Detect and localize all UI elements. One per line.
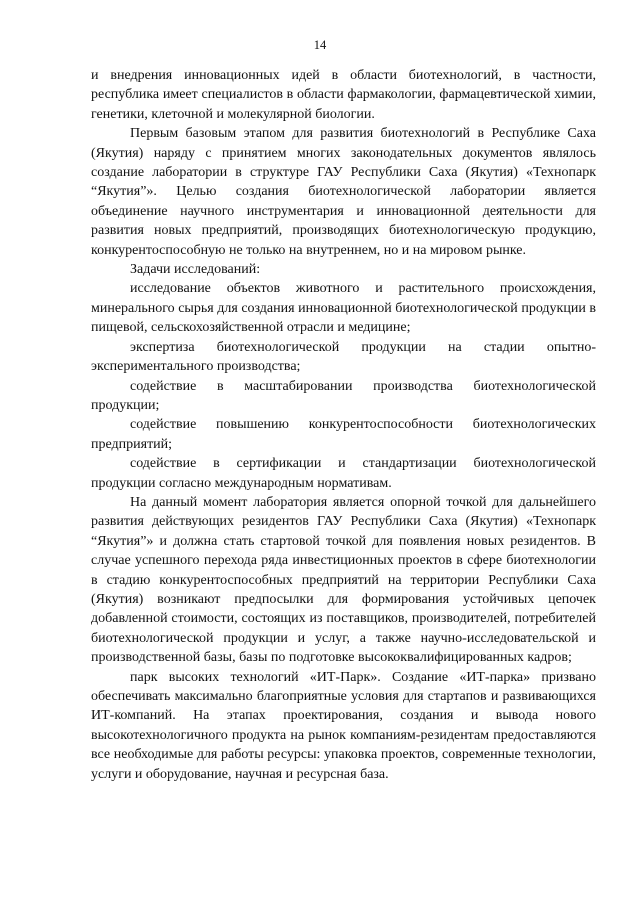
list-item: исследование объектов животного и растительного происхождения, минерального сырья для создания инновационной биотехнологической продукции в пищевой, сельскохозяйственной отрасли и медицине; (91, 281, 596, 336)
list-item: содействие в сертификации и стандартизации биотехнологической продукции согласно международным нормативам. (91, 456, 596, 491)
page-number: 14 (313, 38, 327, 52)
body-text (91, 66, 596, 784)
paragraph: На данный момент лаборатория является опорной точкой для дальнейшего развития действующих резидентов ГАУ Республики Саха (Якутия) «Технопарк “Якутия”» и должна стать стартовой точкой для появления новых резидентов. В случае успешного перехода ряда инвестиционных проектов в сфере биотехнологии в стадию конкурентоспособных предприятий на территории Республики Саха (Якутия) возникают предпосылки для формирования устойчивых цепочек добавленной стоимости, состоящих из поставщиков, производителей, потребителей биотехнологической продукции и услуг, а также научно-исследовательской и производственной базы, базы по подготовке высококвалифицированных кадров; (91, 494, 596, 666)
list-item: экспертиза биотехнологической продукции на стадии опытно-экспериментального производства; (91, 339, 596, 375)
list-item: содействие в масштабировании производства биотехнологической продукции; (91, 378, 596, 413)
paragraph: и внедрения инновационных идей в области биотехнологий, в частности, республика имеет специалистов в области фармакологии, фармацевтической химии, генетики, клеточной и молекулярной биологии. (91, 68, 596, 122)
list-item: содействие повышению конкурентоспособности биотехнологических предприятий; (91, 417, 596, 452)
research-tasks-heading: Задачи исследований: (130, 262, 261, 278)
paragraph: Первым базовым этапом для развития биотехнологий в Республике Саха (Якутия) наряду с принятием многих законодательных документов являлось создание лаборатории в структуре ГАУ Республики Саха (Якутия) «Технопарк “Якутия”». Целью создания биотехнологической лаборатории является объединение научного инструментария и инновационной деятельности для развития новых предприятий, производящих биотехнологическую продукцию, конкурентоспособную не только на внутреннем, но и на мировом рынке. (91, 126, 596, 258)
paragraph: парк высоких технологий «ИТ-Парк». Создание «ИТ-парка» призвано обеспечивать максимально благоприятные условия для стартапов и развивающихся ИТ-компаний. На этапах проектирования, создания и вывода нового высокотехнологичного продукта на рынок компаниям-резидентам предоставляются все необходимые для работы ресурсы: упаковка проектов, современные технологии, услуги и оборудование, научная и ресурсная база. (91, 669, 596, 782)
